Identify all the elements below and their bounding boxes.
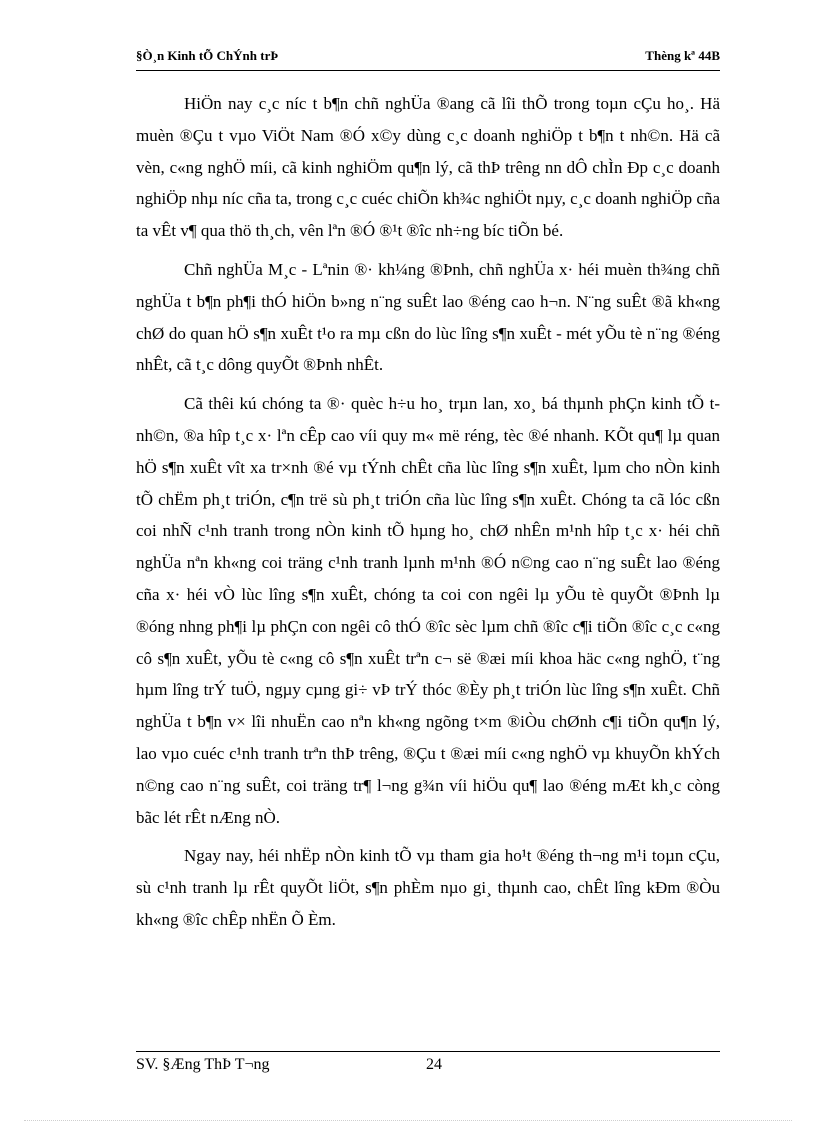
header-course-title: §Ò¸n Kinh tÕ ChÝnh trÞ (136, 48, 279, 63)
footer-student-name: SV. §Æng ThÞ T¬ng (136, 1056, 270, 1073)
page-footer (136, 1051, 720, 1078)
page-header (136, 48, 720, 71)
page-bottom-divider (24, 1120, 792, 1121)
paragraph-3: Cã thêi kú chóng ta ®· quèc h÷u ho¸ trµn lan, xo¸ bá thµnh phÇn kinh tÕ t nh©n, ®a hîp t¸c x· lªn cÊp cao víi quy m« më réng, tèc ®é nhanh. KÕt qu¶ lµ quan hÖ s¶n xuÊt vît xa tr×nh ®é vµ tÝnh chÊt cña lùc lîng s¶n xuÊt, lµm cho nÒn kinh tÕ chËm ph¸t triÓn, c¶n trë sù ph¸t triÓn cña lùc lîng s¶n xuÊt. Chóng ta cã lóc cßn coi nhÑ c¹nh tranh trong nÒn kinh tÕ hµng ho¸ chØ nhÊn m¹nh hîp t¸c x· héi chñ nghÜa nªn kh«ng coi träng c¹nh tranh lµnh m¹nh ®Ó n©ng cao n¨ng suÊt lao ®éng cña x· héi vÒ lùc lîng s¶n xuÊt, chóng ta coi con ngêi lµ yÕu tè quyÕt ®Þnh lµ ®óng nhng ph¶i lµ phÇn con ngêi cô thÓ ®îc sèc lµm chñ ®îc c¶i tiÕn ®îc c¸c c«ng cô s¶n xuÊt, yÕu tè c«ng cô s¶n xuÊt trªn c¬ së ®æi míi khoa häc c«ng nghÖ, t¨ng hµm lîng trÝ tuÖ, ngµy cµng gi÷ vÞ trÝ thóc ®Èy ph¸t triÓn lùc lîng s¶n xuÊt. Chñ nghÜa t b¶n v× lîi nhuËn cao nªn kh«ng ngõng t×m ®iÒu chØnh c¶i tiÕn qu¶n lý, lao vµo cuéc c¹nh tranh trªn thÞ trêng, ®Çu t ®æi míi c«ng nghÖ vµ khuyÕn khÝch n©ng cao n¨ng suÊt, coi träng tr¶ l¬ng g¾n víi hiÖu qu¶ lao ®éng mÆt kh¸c còng bãc lét rÊt nÆng nÒ. (136, 394, 720, 827)
paragraph-1: HiÖn nay c¸c níc t b¶n chñ nghÜa ®ang cã lîi thÕ trong toµn cÇu ho¸. Hä muèn ®Çu t vµo ViÖt Nam ®Ó x©y dùng c¸c doanh nghiÖp t b¶n t nh©n. Hä cã vèn, c«ng nghÖ míi, cã kinh nghiÖm qu¶n lý, cã thÞ trêng nn dÔ chÌn Ðp c¸c doanh nghiÖp nhµ níc cña ta, trong c¸c cuéc chiÕn kh¾c nghiÖt nµy, c¸c doanh nghiÖp cña ta vÊt v¶ qua thö th¸ch, vên lªn ®Ó ®¹t ®îc nh÷ng bíc tiÕn bé. (136, 94, 720, 241)
paragraph-2: Chñ nghÜa M¸c - Lªnin ®· kh¼ng ®Þnh, chñ nghÜa x· héi muèn th¾ng chñ nghÜa t b¶n ph¶i thÓ hiÖn b»ng n¨ng suÊt lao ®éng cao h¬n. N¨ng suÊt ®ã kh«ng chØ do quan hÖ s¶n xuÊt t¹o ra mµ cßn do lùc lîng s¶n xuÊt - mét yÕu tè n¨ng ®éng nhÊt, cã t¸c dông quyÕt ®Þnh nhÊt. (136, 259, 720, 375)
paragraph-4: Ngay nay, héi nhËp nÒn kinh tÕ vµ tham gia ho¹t ®éng th¬ng m¹i toµn cÇu, sù c¹nh tranh lµ rÊt quyÕt liÖt, s¶n phÈm nµo gi¸ thµnh cao, chÊt lîng kÐm ®Òu kh«ng ®îc chÊp nhËn Õ Èm. (136, 846, 720, 929)
page-number: 24 (426, 1056, 442, 1073)
header-class-label: Thèng kª 44B (645, 48, 720, 63)
document-body (136, 88, 720, 943)
